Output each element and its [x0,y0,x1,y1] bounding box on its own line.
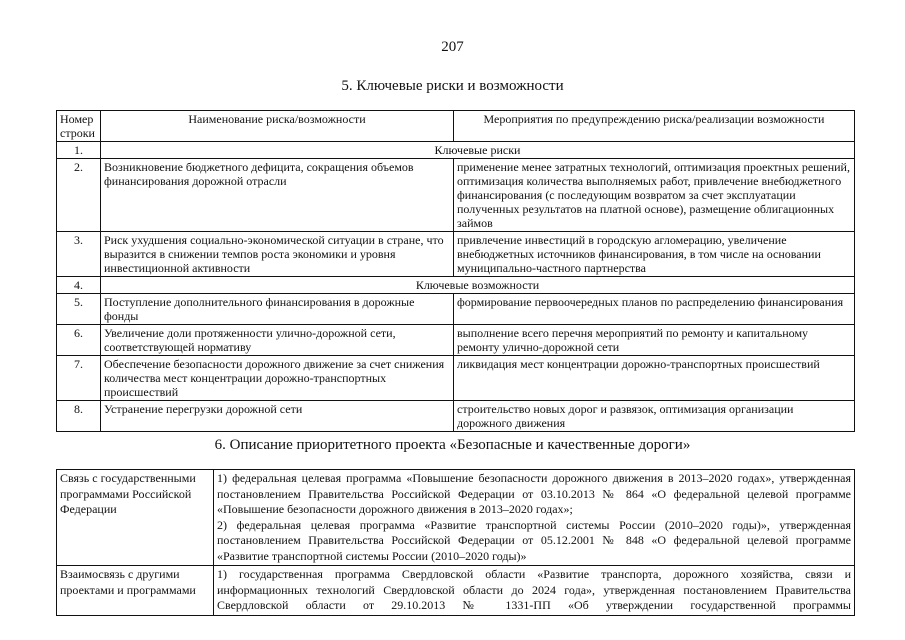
group-heading-risks: Ключевые риски [101,142,855,159]
table-row [57,142,855,159]
table-row [57,232,855,277]
table-row [57,356,855,401]
paragraph: 2) федеральная целевая программа «Развитие транспортной системы России (2010–2020 годы)», утвержденная постановлением Правительства Российской Федерации от 05.12.2001 № 848 «О федеральной целевой программе «Развитие транспортной системы России (2010–2020 годы)» [217,517,851,563]
row-number: 6. [57,325,101,356]
row-number: 2. [57,159,101,232]
row-number: 3. [57,232,101,277]
table-header-row [57,111,855,142]
risk-name-cell: Обеспечение безопасности дорожного движение за счет снижения количества мест концентрации дорожно-транспортных происшествий [101,356,454,401]
table-row [57,325,855,356]
measures-cell: применение менее затратных технологий, оптимизация проектных решений, оптимизация количества выполняемых работ, привлечение внебюджетного финансирования (с последующим возвратом за счет эксплуатации полученных результатов на платной основе), размещение облигационных займов [454,159,855,232]
row-number: 4. [57,277,101,294]
table-row [57,470,855,566]
risk-name-cell: Устранение перегрузки дорожной сети [101,401,454,432]
group-heading-opportunities: Ключевые возможности [101,277,855,294]
page-number: 207 [441,39,464,55]
measures-cell: формирование первоочередных планов по распределению финансирования [454,294,855,325]
measures-cell: строительство новых дорог и развязок, оптимизация организации дорожного движения [454,401,855,432]
table-row [57,401,855,432]
measures-cell: ликвидация мест концентрации дорожно-транспортных происшествий [454,356,855,401]
row-number: 8. [57,401,101,432]
section-6-title: 6. Описание приоритетного проекта «Безопасные и качественные дороги» [214,437,691,453]
header-measures: Мероприятия по предупреждению риска/реализации возможности [454,111,855,142]
label-cell: Взаимосвязь с другими проектами и программами [57,566,214,616]
risk-name-cell: Поступление дополнительного финансирования в дорожные фонды [101,294,454,325]
value-cell [214,470,855,566]
risk-name-cell: Риск ухудшения социально-экономической ситуации в стране, что выразится в снижении темпов роста экономики и уровня инвестиционной активности [101,232,454,277]
label-cell: Связь с государственными программами Российской Федерации [57,470,214,566]
measures-cell: привлечение инвестиций в городскую агломерацию, увеличение внебюджетных источников финансирования, в том числе на основании муниципально-частного партнерства [454,232,855,277]
table-row [57,566,855,616]
row-number: 5. [57,294,101,325]
risk-name-cell: Увеличение доли протяженности улично-дорожной сети, соответствующей нормативу [101,325,454,356]
project-description-table [56,469,855,616]
row-number: 7. [57,356,101,401]
header-row-number: Номер строки [57,111,101,142]
paragraph: 1) государственная программа Свердловской области «Развитие транспорта, дорожного хозяйства, связи и информационных технологий Свердловской области до 2024 года», утвержденная постановлением Правительства Свердловской области от 29.10.2013 № 1331-ПП «Об утверждении государственной программы [217,567,851,612]
table-row [57,159,855,232]
table-row [57,277,855,294]
section-5-title: 5. Ключевые риски и возможности [341,78,564,94]
paragraph: 1) федеральная целевая программа «Повышение безопасности дорожного движения в 2013–2020 годах», утвержденная постановлением Правительства Российской Федерации от 03.10.2013 № 864 «О федеральной целевой программе «Повышение безопасности дорожного движения в 2013–2020 годах»; [217,471,851,516]
measures-cell: выполнение всего перечня мероприятий по ремонту и капитальному ремонту улично-дорожной сети [454,325,855,356]
value-cell [214,566,855,616]
table-row [57,294,855,325]
row-number: 1. [57,142,101,159]
risks-table [56,110,855,432]
header-risk-name: Наименование риска/возможности [101,111,454,142]
risk-name-cell: Возникновение бюджетного дефицита, сокращения объемов финансирования дорожной отрасли [101,159,454,232]
